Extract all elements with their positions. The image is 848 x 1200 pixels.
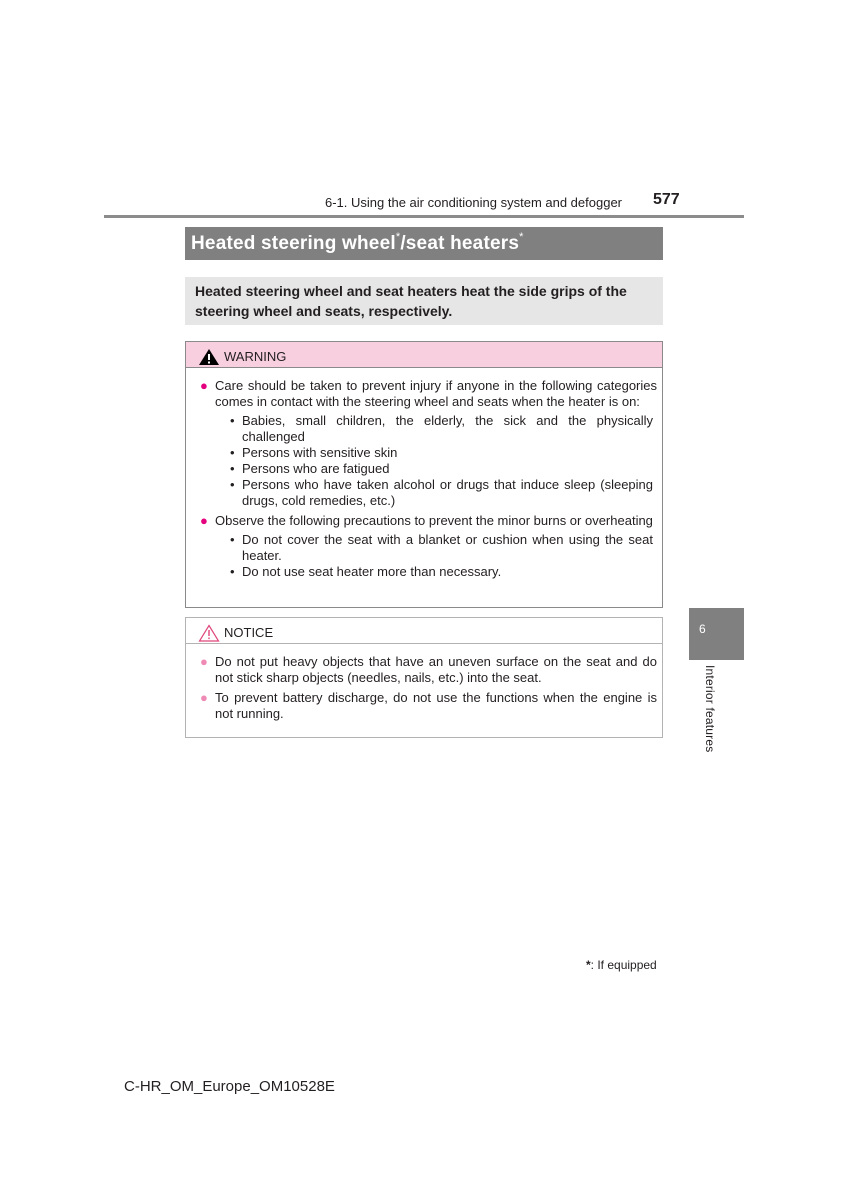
dot-bullet-icon: ● [200, 513, 208, 528]
warning-triangle-icon [198, 348, 220, 366]
section-title [185, 227, 663, 260]
title-star-1: * [395, 231, 401, 243]
warning-body [186, 368, 662, 582]
warning-subitem: • Babies, small children, the elderly, the sick and the physically challenged [230, 413, 653, 444]
footer-code: C-HR_OM_Europe_OM10528E [124, 1078, 335, 1095]
warning-box [185, 341, 663, 608]
warning-subitem: • Persons who are fatigued [230, 461, 390, 476]
notice-item [200, 654, 657, 686]
warning-label: WARNING [224, 349, 287, 364]
warning-subitem: • Do not use seat heater more than necessary. [230, 564, 502, 579]
notice-body [186, 644, 662, 722]
warning-subitem: • Do not cover the seat with a blanket or cushion when using the seat heater. [230, 532, 653, 563]
warning-subitem: • Persons with sensitive skin [230, 445, 398, 460]
notice-triangle-icon [198, 624, 220, 642]
warning-item [200, 378, 657, 511]
title-part-1: Heated steering wheel [191, 233, 396, 254]
dot-bullet-icon: ● [200, 654, 208, 669]
warning-subitems [230, 532, 657, 580]
running-header: 6-1. Using the air conditioning system and defogger [325, 195, 623, 210]
warning-item-text: Care should be taken to prevent injury if anyone in the following categories comes in contact with the steering wheel and seats when the heater is on: [215, 378, 657, 409]
title-part-2: /seat heaters [400, 233, 520, 254]
notice-box [185, 617, 663, 738]
warning-subitem: • Persons who have taken alcohol or drugs that induce sleep (sleeping drugs, cold remedies, etc.) [230, 477, 653, 508]
warning-header [186, 342, 662, 368]
chapter-label: Interior features [703, 665, 717, 753]
title-star-2: * [519, 231, 524, 243]
notice-item-text: To prevent battery discharge, do not use the functions when the engine is not running. [215, 690, 657, 721]
notice-header [186, 618, 662, 644]
summary-box: Heated steering wheel and seat heaters heat the side grips of the steering wheel and seats, respectively. [185, 277, 663, 325]
dot-bullet-icon: ● [200, 378, 208, 393]
header-rule [104, 215, 744, 218]
footnote [586, 958, 657, 972]
chapter-tab: 6 [689, 608, 744, 660]
footnote-text: : If equipped [590, 958, 657, 972]
page-number: 577 [653, 191, 680, 208]
warning-item-text: Observe the following precautions to prevent the minor burns or overheating [215, 513, 653, 528]
notice-label: NOTICE [224, 625, 274, 640]
warning-subitems [230, 413, 657, 509]
warning-item [200, 513, 657, 582]
dot-bullet-icon: ● [200, 690, 208, 705]
notice-item [200, 690, 657, 722]
notice-item-text: Do not put heavy objects that have an uneven surface on the seat and do not stick sharp objects (needles, nails, etc.) into the seat. [215, 654, 657, 685]
footnote-symbol: * [586, 958, 591, 972]
